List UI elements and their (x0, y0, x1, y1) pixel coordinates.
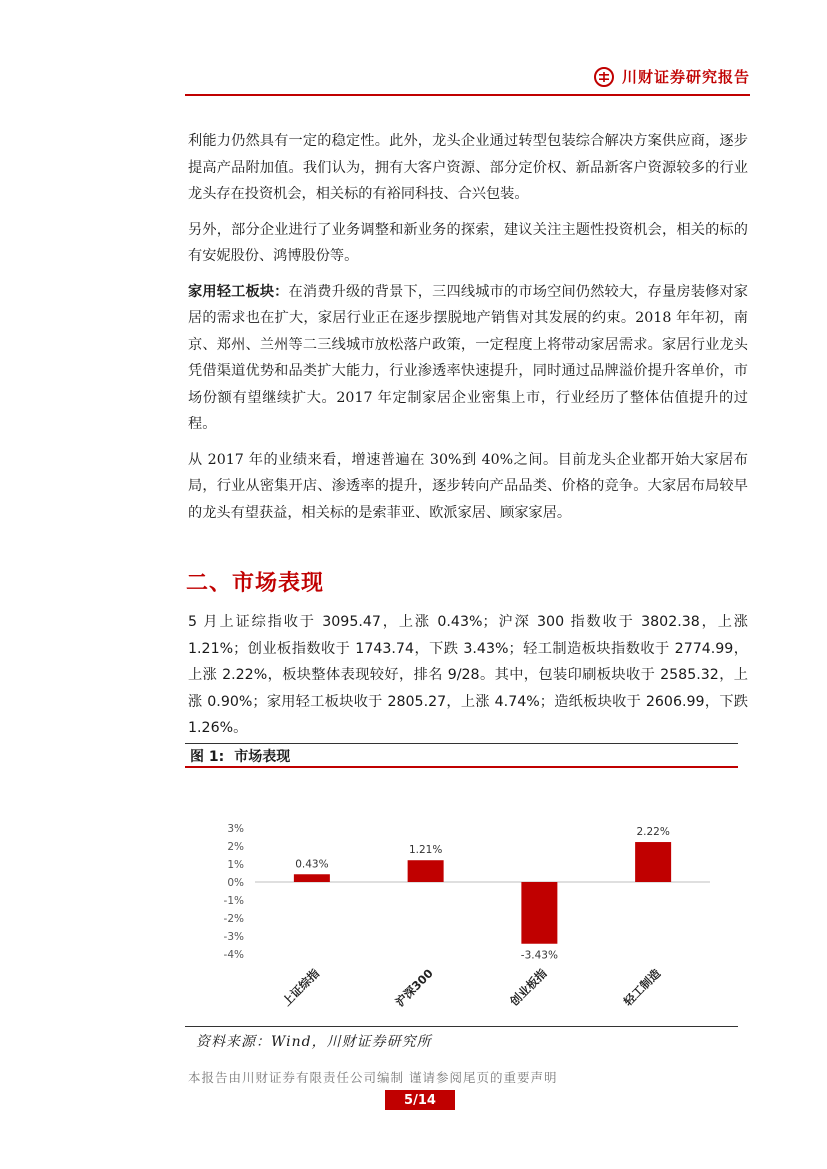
figure-red-rule (185, 766, 738, 768)
y-tick-label: -3% (223, 931, 244, 943)
market-summary: 5 月上证综指收于 3095.47，上涨 0.43%；沪深 300 指数收于 3802.38，上涨 1.21%；创业板指数收于 1743.74，下跌 3.43%；轻工制造板块指数收于 2774.99，上涨 2.22%，板块整体表现较好，排名 9/28。其中，包装印刷板块收于 2585.32，上涨 0.90%；家用轻工板块收于 2805.27，上涨 4.74%；造纸板块收于 2606.99，下跌 1.26%。 (188, 614, 748, 736)
company-logo-icon (594, 67, 614, 87)
page-number: 5/14 (385, 1090, 455, 1110)
y-tick-label: -4% (223, 949, 244, 961)
x-category-label: 创业板指 (507, 966, 550, 1009)
logo-glyph (598, 71, 610, 83)
header-title: 川财证券研究报告 (621, 68, 750, 86)
paragraph-4: 从 2017 年的业绩来看，增速普遍在 30%到 40%之间。目前龙头企业都开始大家居布局，行业从密集开店、渗透率的提升，逐步转向产品品类、价格的竞争。大家居布局较早的龙头有望获益，相关标的是索菲亚、欧派家居、顾家家居。 (188, 451, 748, 521)
y-tick-label: 3% (227, 823, 244, 835)
y-tick-label: -1% (223, 895, 244, 907)
figure-source: 资料来源：Wind，川财证券研究所 (196, 1034, 432, 1050)
x-category-label: 轻工制造 (620, 966, 664, 1009)
data-label: 0.43% (295, 858, 329, 871)
body-text (188, 128, 748, 535)
bar-创业板指 (521, 882, 557, 944)
figure-caption (190, 746, 300, 766)
y-tick-label: 0% (227, 877, 244, 889)
market-chart (185, 770, 738, 1026)
y-tick-label: -2% (223, 913, 244, 925)
chart-svg (185, 770, 738, 1026)
figure-title: 市场表现 (234, 749, 291, 765)
footer-note: 本报告由川财证券有限责任公司编制 谨请参阅尾页的重要声明 (188, 1070, 558, 1085)
paragraph-3 (188, 279, 748, 438)
x-category-label: 上证综指 (279, 966, 322, 1009)
bar-轻工制造 (635, 842, 671, 882)
data-label: -3.43% (520, 949, 558, 962)
paragraph-3-body: 在消费升级的背景下，三四线城市的市场空间仍然较大，存量房装修对家居的需求也在扩大，家居行业正在逐步摆脱地产销售对其发展的约束。2018 年年初，南京、郑州、兰州等二三线城市放松落户政策，一定程度上将带动家居需求。家居行业龙头凭借渠道优势和品类扩大能力，行业渗透率快速提升，同时通过品牌溢价提升客单价，市场份额有望继续扩大。2017 年定制家居企业密集上市，行业经历了整体估值提升的过程。 (188, 283, 748, 432)
data-label: 2.22% (636, 826, 670, 839)
section-title: 二、市场表现 (186, 571, 325, 596)
bar-上证综指 (294, 874, 330, 882)
header-brand (594, 66, 750, 87)
figure-bottom-rule (185, 1026, 738, 1027)
page-header (185, 66, 750, 96)
figure-top-rule (185, 743, 738, 744)
paragraph-1: 利能力仍然具有一定的稳定性。此外，龙头企业通过转型包装综合解决方案供应商，逐步提高产品附加值。我们认为，拥有大客户资源、部分定价权、新品新客户资源较多的行业龙头存在投资机会，相关标的有裕同科技、合兴包装。 (188, 133, 748, 202)
y-tick-label: 1% (227, 859, 244, 871)
bar-沪深300 (408, 860, 444, 882)
paragraph-3-lead: 家用轻工板块： (188, 283, 289, 300)
header-divider (185, 94, 750, 96)
y-tick-label: 2% (227, 841, 244, 853)
x-category-label: 沪深300 (392, 966, 436, 1010)
paragraph-2: 另外，部分企业进行了业务调整和新业务的探索，建议关注主题性投资机会，相关的标的有安妮股份、鸿博股份等。 (188, 221, 748, 264)
data-label: 1.21% (408, 844, 443, 857)
figure-number: 图 1: (190, 749, 225, 765)
